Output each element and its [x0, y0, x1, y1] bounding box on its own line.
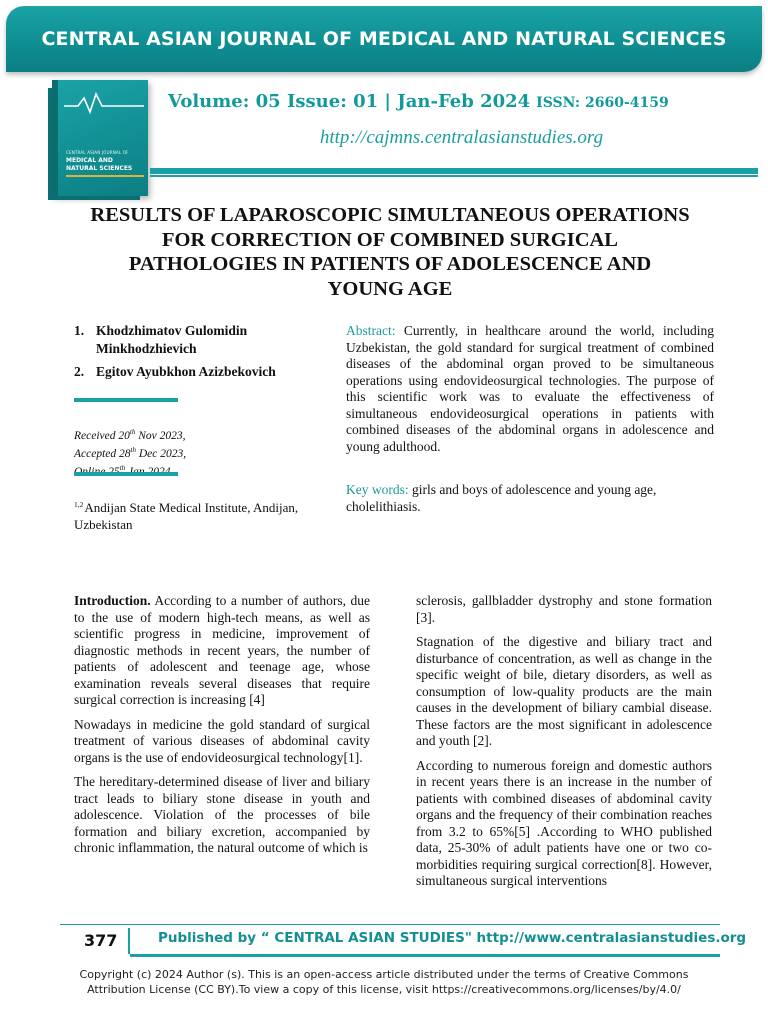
- body-paragraph: The hereditary-determined disease of liver and biliary tract leads to biliary stone disease in youth and adolescence. Violation of the processes of bile formation and biliary excretion, accompanied by chronic inflammation, the natural outcome of which is: [74, 774, 370, 855]
- body-column-right: [416, 593, 712, 898]
- publisher-line: Published by “ CENTRAL ASIAN STUDIES" http://www.centralasianstudies.org: [158, 930, 747, 946]
- keywords-label: Key words:: [346, 482, 409, 497]
- body-paragraph: Stagnation of the digestive and biliary tract and disturbance of concentration, as well as change in the specific weight of bile, dietary disorders, as well as consumption of low-quality products are the main causes in the development of biliary cambial disease. These factors are the most significant in adolescence and youth [2].: [416, 634, 712, 748]
- copyright-line: Copyright (c) 2024 Author (s). This is an open-access article distributed under the terms of Creative Commons: [79, 968, 689, 981]
- received-date-text: Received 20: [74, 429, 130, 442]
- abstract-label: Abstract:: [346, 323, 396, 338]
- affiliation-sup: 1,2: [74, 500, 84, 509]
- affiliation: [74, 497, 334, 533]
- author-item: [74, 363, 334, 381]
- body-paragraph: According to numerous foreign and domestic authors in recent years there is an increase in the number of patients with combined diseases of abdominal cavity organs and the frequency of their combination reaches from 3.2 to 65%[5] .According to WHO published data, 25-30% of adult patients have one or two co-morbidities requiring surgical correction[8]. However, simultaneous surgical interventions: [416, 757, 712, 888]
- journal-banner: [6, 6, 762, 72]
- body-paragraph: Nowadays in medicine the gold standard of surgical treatment of various diseases of abdominal cavity organs is the use of endovideosurgical technology[1].: [74, 716, 370, 765]
- footer-rule: [130, 954, 720, 957]
- cover-small-text: CENTRAL ASIAN JOURNAL OF: [66, 150, 129, 155]
- body-column-left: [74, 593, 370, 865]
- intro-heading: Introduction.: [74, 593, 151, 608]
- volume-line: [168, 91, 669, 112]
- journal-url-link[interactable]: http://cajmns.centralasianstudies.org: [319, 127, 604, 148]
- paper-title: RESULTS OF LAPAROSCOPIC SIMULTANEOUS OPERATIONS FOR CORRECTION OF COMBINED SURGICAL PATHOLOGIES IN PATIENTS OF ADOLESCENCE AND YOUNG AGE: [90, 204, 690, 300]
- received-date-suffix: Nov 2023,: [135, 429, 186, 442]
- affiliation-text: Andijan State Medical Institute, Andijan, Uzbekistan: [74, 500, 299, 532]
- meta-divider-top: [74, 398, 178, 402]
- body-paragraph: [74, 593, 370, 709]
- journal-name: CENTRAL ASIAN JOURNAL OF MEDICAL AND NATURAL SCIENCES: [41, 28, 727, 50]
- publication-dates: [74, 425, 186, 478]
- received-date-sup: th: [129, 428, 136, 436]
- page-number: 377: [70, 928, 130, 954]
- author-list: [74, 322, 334, 386]
- keywords-text: girls and boys of adolescence and young age, cholelithiasis.: [346, 482, 657, 514]
- author-number: 1.: [74, 323, 85, 338]
- header-rule: [150, 168, 758, 174]
- copyright-line: Attribution License (CC BY).To view a copy of this license, visit https://creativecommons.org/licenses/by/4.0/: [87, 983, 681, 996]
- author-name: Khodzhimatov Gulomidin Minkhodzhievich: [96, 323, 248, 356]
- header-rule-thin: [150, 175, 758, 177]
- author-number: 2.: [74, 364, 85, 379]
- author-name: Egitov Ayubkhon Azizbekovich: [96, 364, 276, 379]
- volume-issue: Volume: 05 Issue: 01 | Jan-Feb 2024: [168, 91, 531, 112]
- received-date: [74, 425, 186, 443]
- body-text: According to a number of authors, due to the use of modern high-tech means, as well as scientific progress in medicine, improvement of diagnostic methods in recent years, the number of patients of adolescent and teenage age, whose examination reveals several diseases that require surgical correction is increasing [4]: [74, 593, 370, 707]
- keywords: [346, 482, 714, 515]
- footer-rule-top: [60, 924, 720, 925]
- cover-accent-bar: [66, 175, 144, 177]
- heartbeat-icon: [64, 90, 144, 116]
- abstract: [346, 323, 714, 455]
- accepted-date-text: Accepted 28: [74, 447, 131, 460]
- online-date-sup: th: [119, 463, 126, 472]
- issn: ISSN: 2660-4159: [536, 95, 669, 111]
- body-paragraph: sclerosis, gallbladder dystrophy and stone formation [3].: [416, 593, 712, 625]
- author-item: [74, 322, 334, 358]
- cover-title-line2: NATURAL SCIENCES: [66, 165, 133, 172]
- accepted-date-sup: th: [130, 445, 136, 454]
- copyright-notice: [40, 967, 728, 997]
- accepted-date-suffix: Dec 2023,: [135, 447, 187, 460]
- cover-title-line1: MEDICAL AND: [66, 157, 113, 164]
- accepted-date: [74, 443, 186, 461]
- abstract-text: Currently, in healthcare around the world, including Uzbekistan, the gold standard for surgical treatment of combined diseases of the abdominal organ proved to be simultaneous operations using endovideosurgical technologies. The purpose of this scientific work was to evaluate the effectiveness of simultaneous endovideosurgical operations in patients with combined diseases of the abdominal organs in adolescence and young adulthood.: [346, 323, 715, 454]
- meta-divider-bottom: [74, 472, 178, 476]
